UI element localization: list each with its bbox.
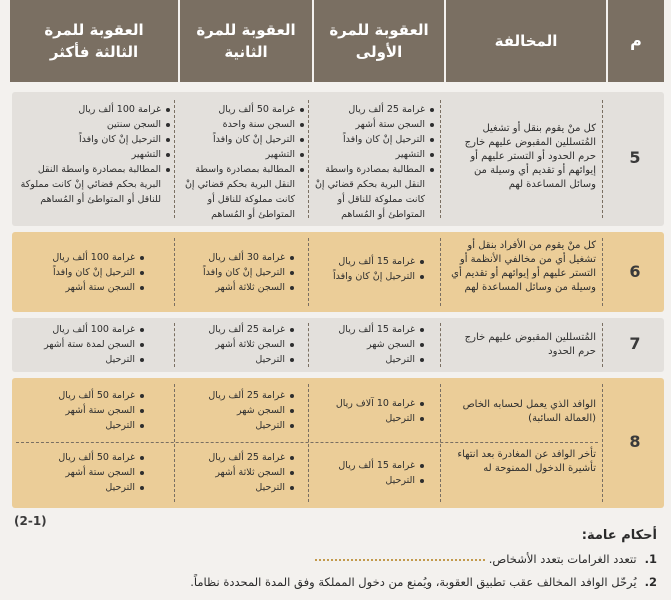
list-item: السجن ثلاثة أشهر [174,337,294,352]
list-item: غرامة 100 ألف ريال [20,322,144,337]
table-row-8 [12,378,664,508]
rule-item [190,575,657,589]
list-item: الترحيل إنْ كان وافداً [20,265,144,280]
list-item: الترحيل إنْ كان وافداً [20,132,170,147]
penalty-first [304,322,424,367]
list-item: غرامة 25 ألف ريال [306,102,434,117]
list-item: الترحيل [20,418,144,433]
list-item: غرامة 25 ألف ريال [174,322,294,337]
list-item: الترحيل [174,418,294,433]
header-third-offense: العقوبة للمرة الثالثة فأكثر [10,0,178,82]
penalty-first [304,254,424,284]
list-item: التشهير [306,147,434,162]
list-item: الترحيل [20,352,144,367]
penalty-third [20,322,144,367]
rule-number: 1. [644,552,657,566]
penalty-third [20,388,144,433]
list-item: السجن ثلاثة أشهر [174,465,294,480]
list-item: التشهير [20,147,170,162]
list-item: غرامة 25 ألف ريال [174,388,294,403]
penalty-third [20,102,170,207]
figure-number: (2-1) [14,514,47,528]
dotted-leader [315,559,485,561]
list-item: غرامة 100 ألف ريال [20,250,144,265]
list-item: السجن ستة أشهر [20,465,144,480]
penalty-first [306,102,434,222]
penalty-first [304,396,424,426]
penalty-third [20,450,144,495]
list-item: السجن سنة واحدة [174,117,304,132]
list-item: السجن ثلاثة أشهر [174,280,294,295]
rule-text: يُرحّل الوافد المخالف عقب تطبيق العقوبة، ويُمنع من دخول المملكة وفق المدة المحددة نظاماً. [190,575,637,589]
list-item: غرامة 50 ألف ريال [20,450,144,465]
list-item: السجن لمدة ستة أشهر [20,337,144,352]
list-item: السجن شهر [304,337,424,352]
header-first-offense: العقوبة للمرة الأولى [314,0,444,82]
header-violation: المخالفة [446,0,606,82]
list-item: السجن سنتين [20,117,170,132]
list-item: المطالبة بمصادرة واسطة النقل البرية بحكم قضائي إنْ كانت مملوكة للناقل أو المتواطئ أو المُساهم [306,162,434,222]
violation-text: الوافد الذي يعمل لحسابه الخاص (العمالة السائبة) [462,399,596,424]
violation-text: المُتسللين المقبوض عليهم خارج حرم الحدود [464,332,596,357]
list-item: المطالبة بمصادرة واسطة النقل البرية بحكم قضائي إنْ كانت مملوكة للناقل أو المتواطئ أو المُساهم [174,162,304,222]
penalty-second [174,388,294,433]
list-item: غرامة 25 ألف ريال [174,450,294,465]
penalty-second [174,322,294,367]
row-number: 7 [629,334,641,353]
rule-number: 2. [644,575,657,589]
list-item: الترحيل [304,411,424,426]
rule-item [315,552,657,566]
list-item: الترحيل [304,473,424,488]
row-number: 6 [629,262,641,281]
penalty-second [174,250,294,295]
list-item: الترحيل [174,352,294,367]
rule-text: تتعدد الغرامات بتعدد الأشخاص. [488,552,637,566]
list-item: غرامة 15 ألف ريال [304,254,424,269]
list-item: السجن ستة أشهر [20,280,144,295]
list-item: الترحيل إنْ كان وافداً [174,132,304,147]
list-item: المطالبة بمصادرة واسطة النقل البرية بحكم قضائي إنْ كانت مملوكة للناقل أو المتواطئ أو المُساهم [20,162,170,207]
list-item: غرامة 50 ألف ريال [174,102,304,117]
penalty-third [20,250,144,295]
penalty-first [304,458,424,488]
list-item: غرامة 50 ألف ريال [20,388,144,403]
list-item: غرامة 15 ألف ريال [304,458,424,473]
table-row-6 [12,232,664,312]
row-number: 5 [629,148,641,167]
penalty-second [174,450,294,495]
list-item: التشهير [174,147,304,162]
header-number: م [608,0,664,82]
list-item: غرامة 15 ألف ريال [304,322,424,337]
list-item: الترحيل [174,480,294,495]
violation-text: كل منْ يقوم من الأفراد بنقل أو تشغيل أي من مخالفي الأنظمة أو التستر عليهم أو إيوائهم أو تقديم أي وسيلة من وسائل المساعدة لهم [451,240,596,293]
general-rules-title: أحكام عامة: [581,528,657,543]
list-item: غرامة 10 آلاف ريال [304,396,424,411]
violation-text: تأخر الوافد عن المغادرة بعد انتهاء تأشيرة الدخول الممنوحة له [457,449,596,474]
violation-text: كل منْ يقوم بنقل أو تشغيل المُتسللين المقبوض عليهم خارج حرم الحدود أو التستر عليهم أو إيوائهم أو تقديم أي وسيلة من وسائل المساعدة لهم [464,123,596,190]
list-item: غرامة 100 ألف ريال [20,102,170,117]
list-item: الترحيل [304,352,424,367]
row-number: 8 [629,432,641,451]
list-item: السجن شهر [174,403,294,418]
table-row-5 [12,92,664,226]
list-item: غرامة 30 ألف ريال [174,250,294,265]
penalty-second [174,102,304,222]
list-item: السجن ستة أشهر [306,117,434,132]
list-item: السجن ستة أشهر [20,403,144,418]
header-second-offense: العقوبة للمرة الثانية [180,0,312,82]
list-item: الترحيل إنْ كان وافداً [306,132,434,147]
table-row-7 [12,318,664,372]
list-item: الترحيل إنْ كان وافداً [174,265,294,280]
list-item: الترحيل [20,480,144,495]
list-item: الترحيل إنْ كان وافداً [304,269,424,284]
